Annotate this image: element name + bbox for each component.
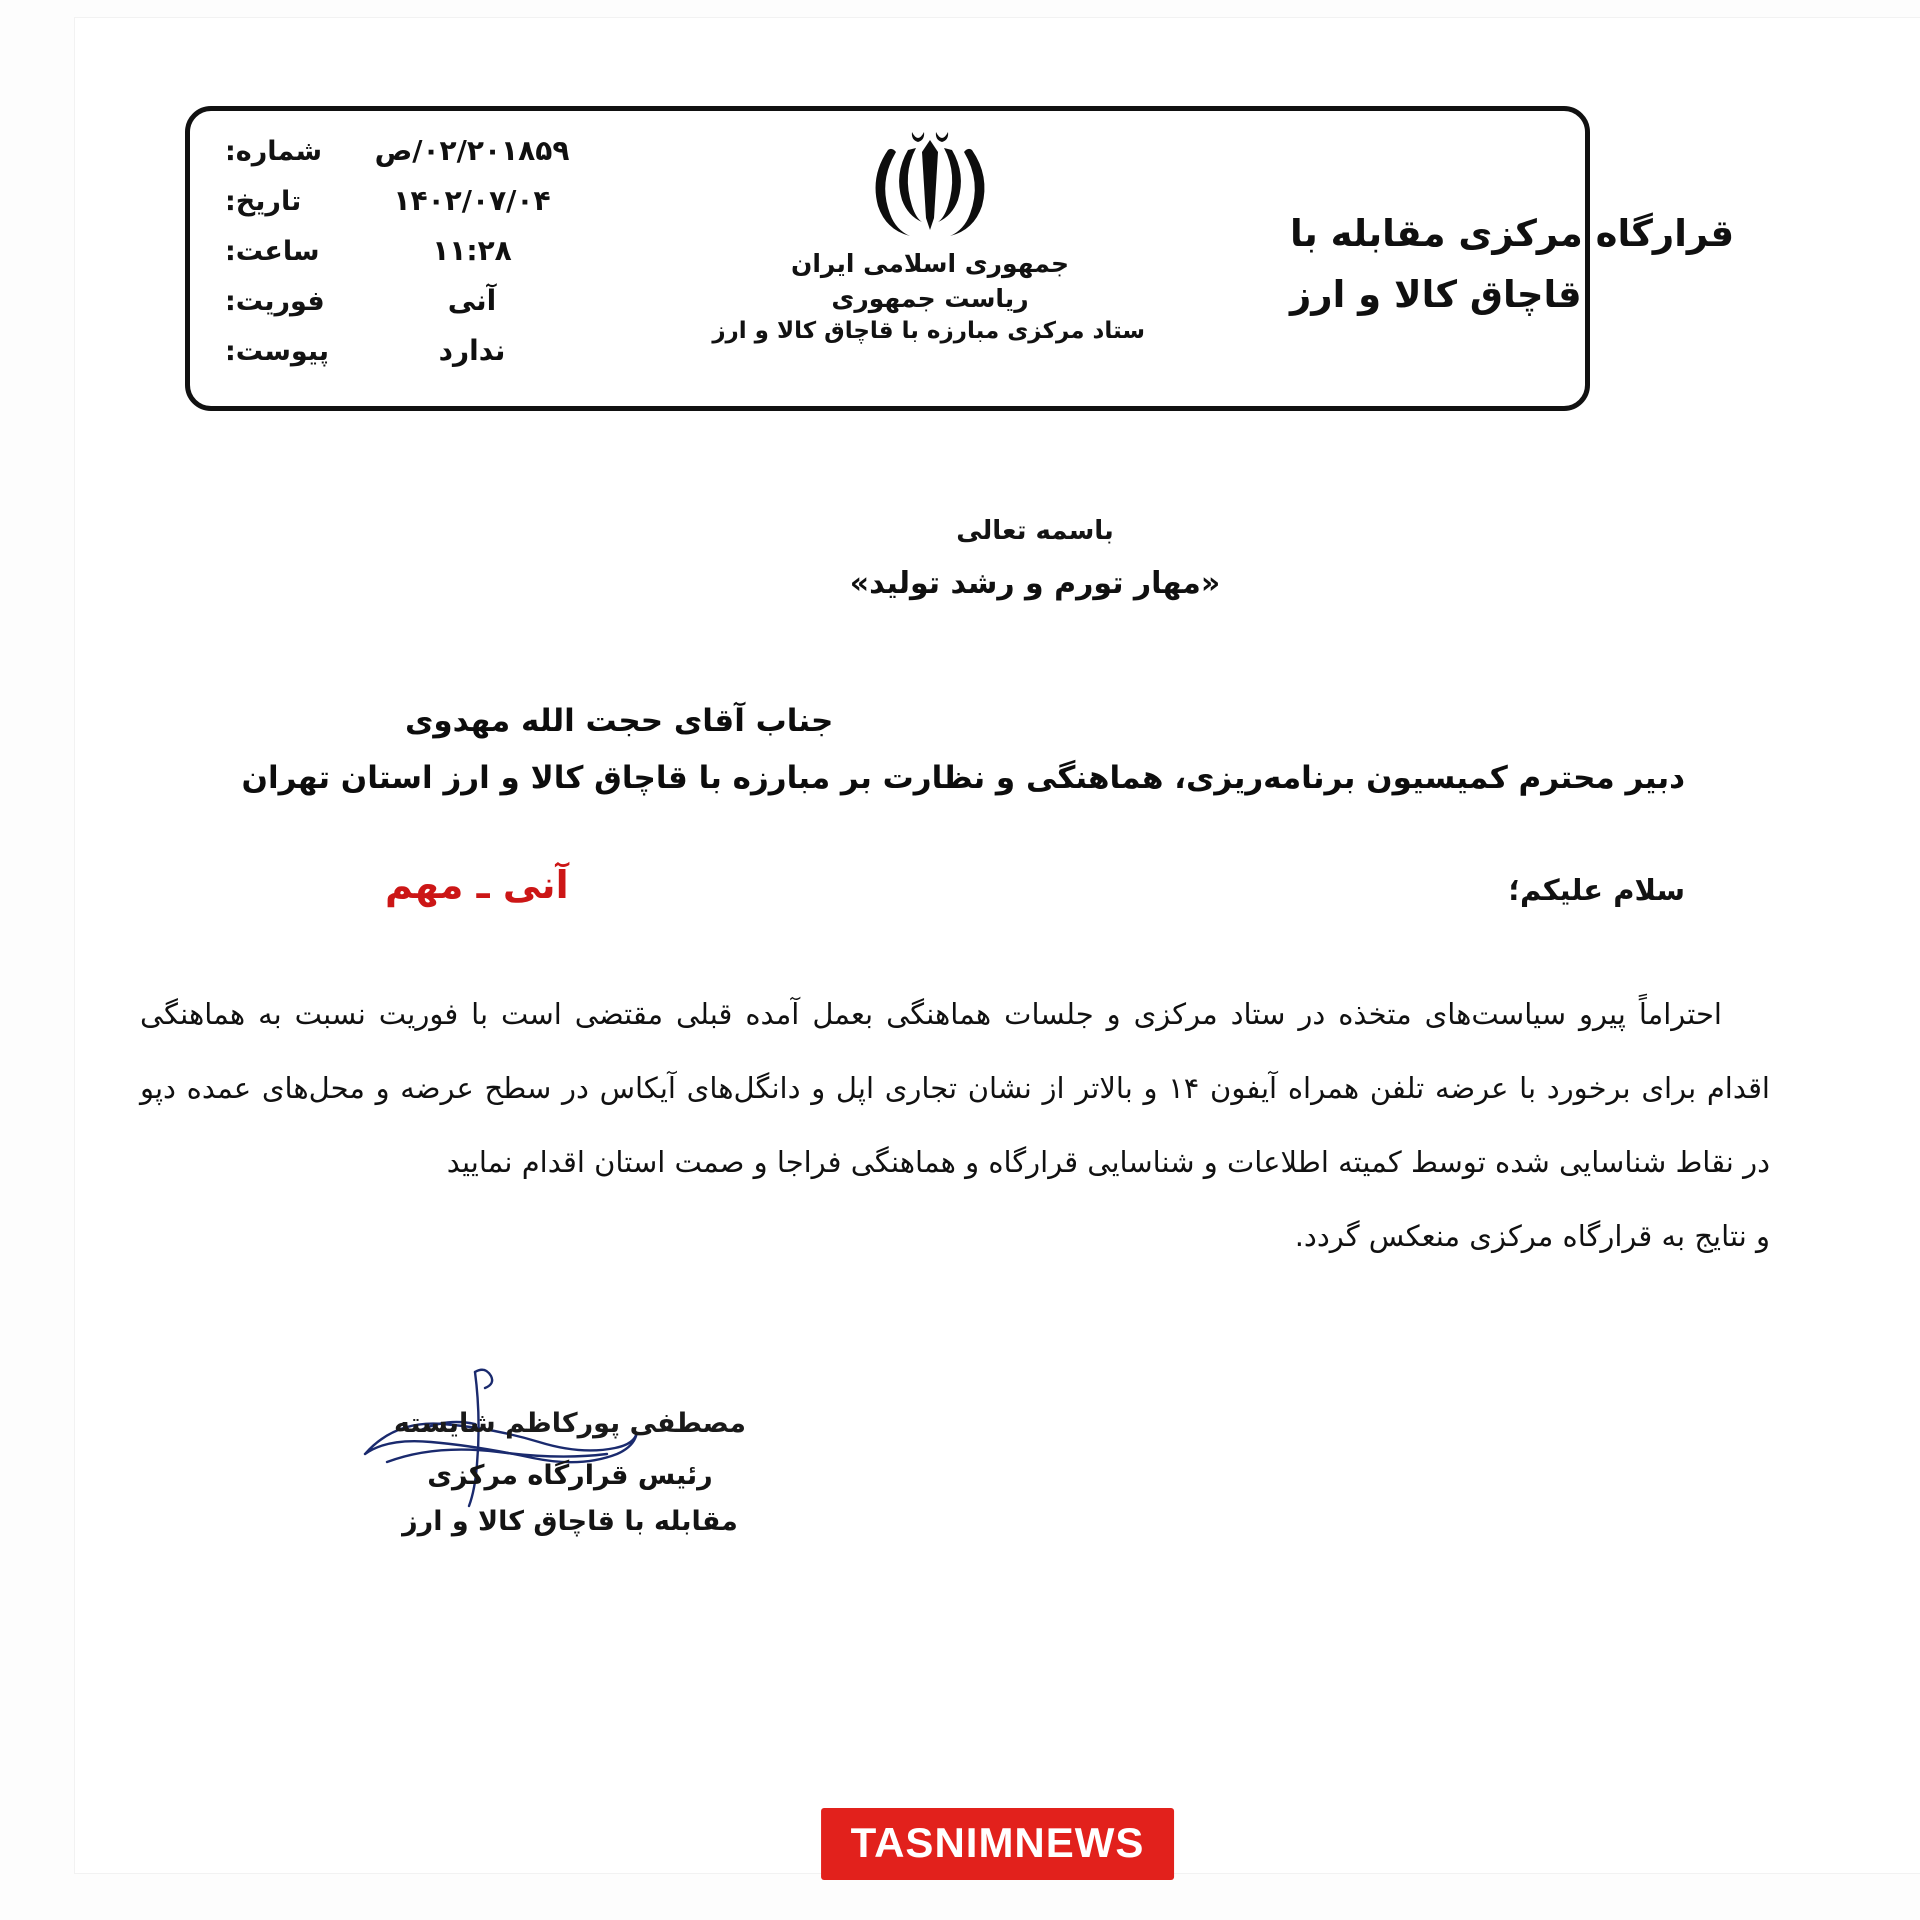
iran-national-emblem-icon (860, 118, 1000, 246)
emblem-caption-presidency: ریاست جمهوری (831, 283, 1029, 313)
urgent-priority-mark: آنی ـ مهم (385, 863, 569, 907)
org-title-line2: قاچاق کالا و ارز (1290, 273, 1582, 317)
signatory-title (355, 1453, 785, 1545)
paper-sheet (75, 18, 1920, 1873)
meta-row (225, 176, 615, 226)
letter-metadata (225, 126, 615, 376)
meta-row (225, 226, 615, 276)
signature-block (355, 1408, 785, 1545)
addressee-position: دبیر محترم کمیسیون برنامه‌ریزی، هماهنگی و نظارت بر مبارزه با قاچاق کالا و ارز استان تهران (241, 760, 1685, 797)
tasnim-logo-text: TASNIMNEWS (850, 1819, 1145, 1866)
org-title-line1: قرارگاه مرکزی مقابله با (1290, 212, 1735, 255)
meta-value-urgency: آنی (447, 284, 497, 317)
emblem-caption-country: جمهوری اسلامی ایران (791, 249, 1069, 278)
meta-label-number: شماره: (225, 136, 323, 167)
meta-label-time: ساعت: (225, 236, 320, 267)
meta-value-date: ۱۴۰۲/۰۷/۰۴ (393, 184, 551, 217)
body-closing-line: و نتایج به قرارگاه مرکزی منعکس گردد. (1294, 1218, 1770, 1253)
emblem-caption-headquarters: ستاد مرکزی مبارزه با قاچاق کالا و ارز (712, 318, 1145, 344)
meta-value-attachment: ندارد (438, 334, 506, 367)
addressee-name: جناب آقای حجت الله مهدوی (405, 703, 834, 739)
tasnim-news-watermark (821, 1808, 1175, 1880)
meta-value-time: ۱۱:۲۸ (432, 234, 512, 267)
organisation-title (1290, 203, 1760, 325)
signatory-name: مصطفی پورکاظم شایسته (394, 1408, 746, 1439)
signatory-title-line1: رئیس قرارگاه مرکزی (427, 1460, 713, 1491)
emblem-block (712, 118, 1145, 347)
meta-row (225, 126, 615, 176)
meta-row (225, 326, 615, 376)
signatory-title-line2: مقابله با قاچاق کالا و ارز (402, 1505, 738, 1537)
body-paragraph-text: احتراماً پیرو سیاست‌های متخذه در ستاد مرکزی و جلسات هماهنگی بعمل آمده قبلی مقتضی است با فوریت نسبت به هماهنگی اقدام برای برخورد با عرضه تلفن همراه آیفون ۱۴ و بالاتر از نشان تجاری اپل و دانگل‌های آیکاس در سطح عرضه و محل‌های عمده دپو در نقاط شناسایی شده توسط کمیته اطلاعات و شناسایی قرارگاه و هماهنگی فراجا و صمت استان اقدام نمایید (140, 997, 1770, 1179)
meta-label-date: تاریخ: (225, 186, 302, 217)
letter-body (140, 978, 1770, 1274)
meta-value-number: ۰۲/۲۰۱۸۵۹/ص (374, 134, 570, 167)
meta-label-urgency: فوریت: (225, 286, 325, 317)
meta-label-attachment: پیوست: (225, 336, 330, 367)
invocation-text: باسمه تعالی (956, 516, 1114, 546)
salutation-text: سلام علیکم؛ (1508, 873, 1685, 907)
body-paragraph (140, 978, 1770, 1200)
meta-row (225, 276, 615, 326)
year-slogan: «مهار تورم و رشد تولید» (849, 566, 1221, 601)
addressee-block (241, 693, 1685, 808)
